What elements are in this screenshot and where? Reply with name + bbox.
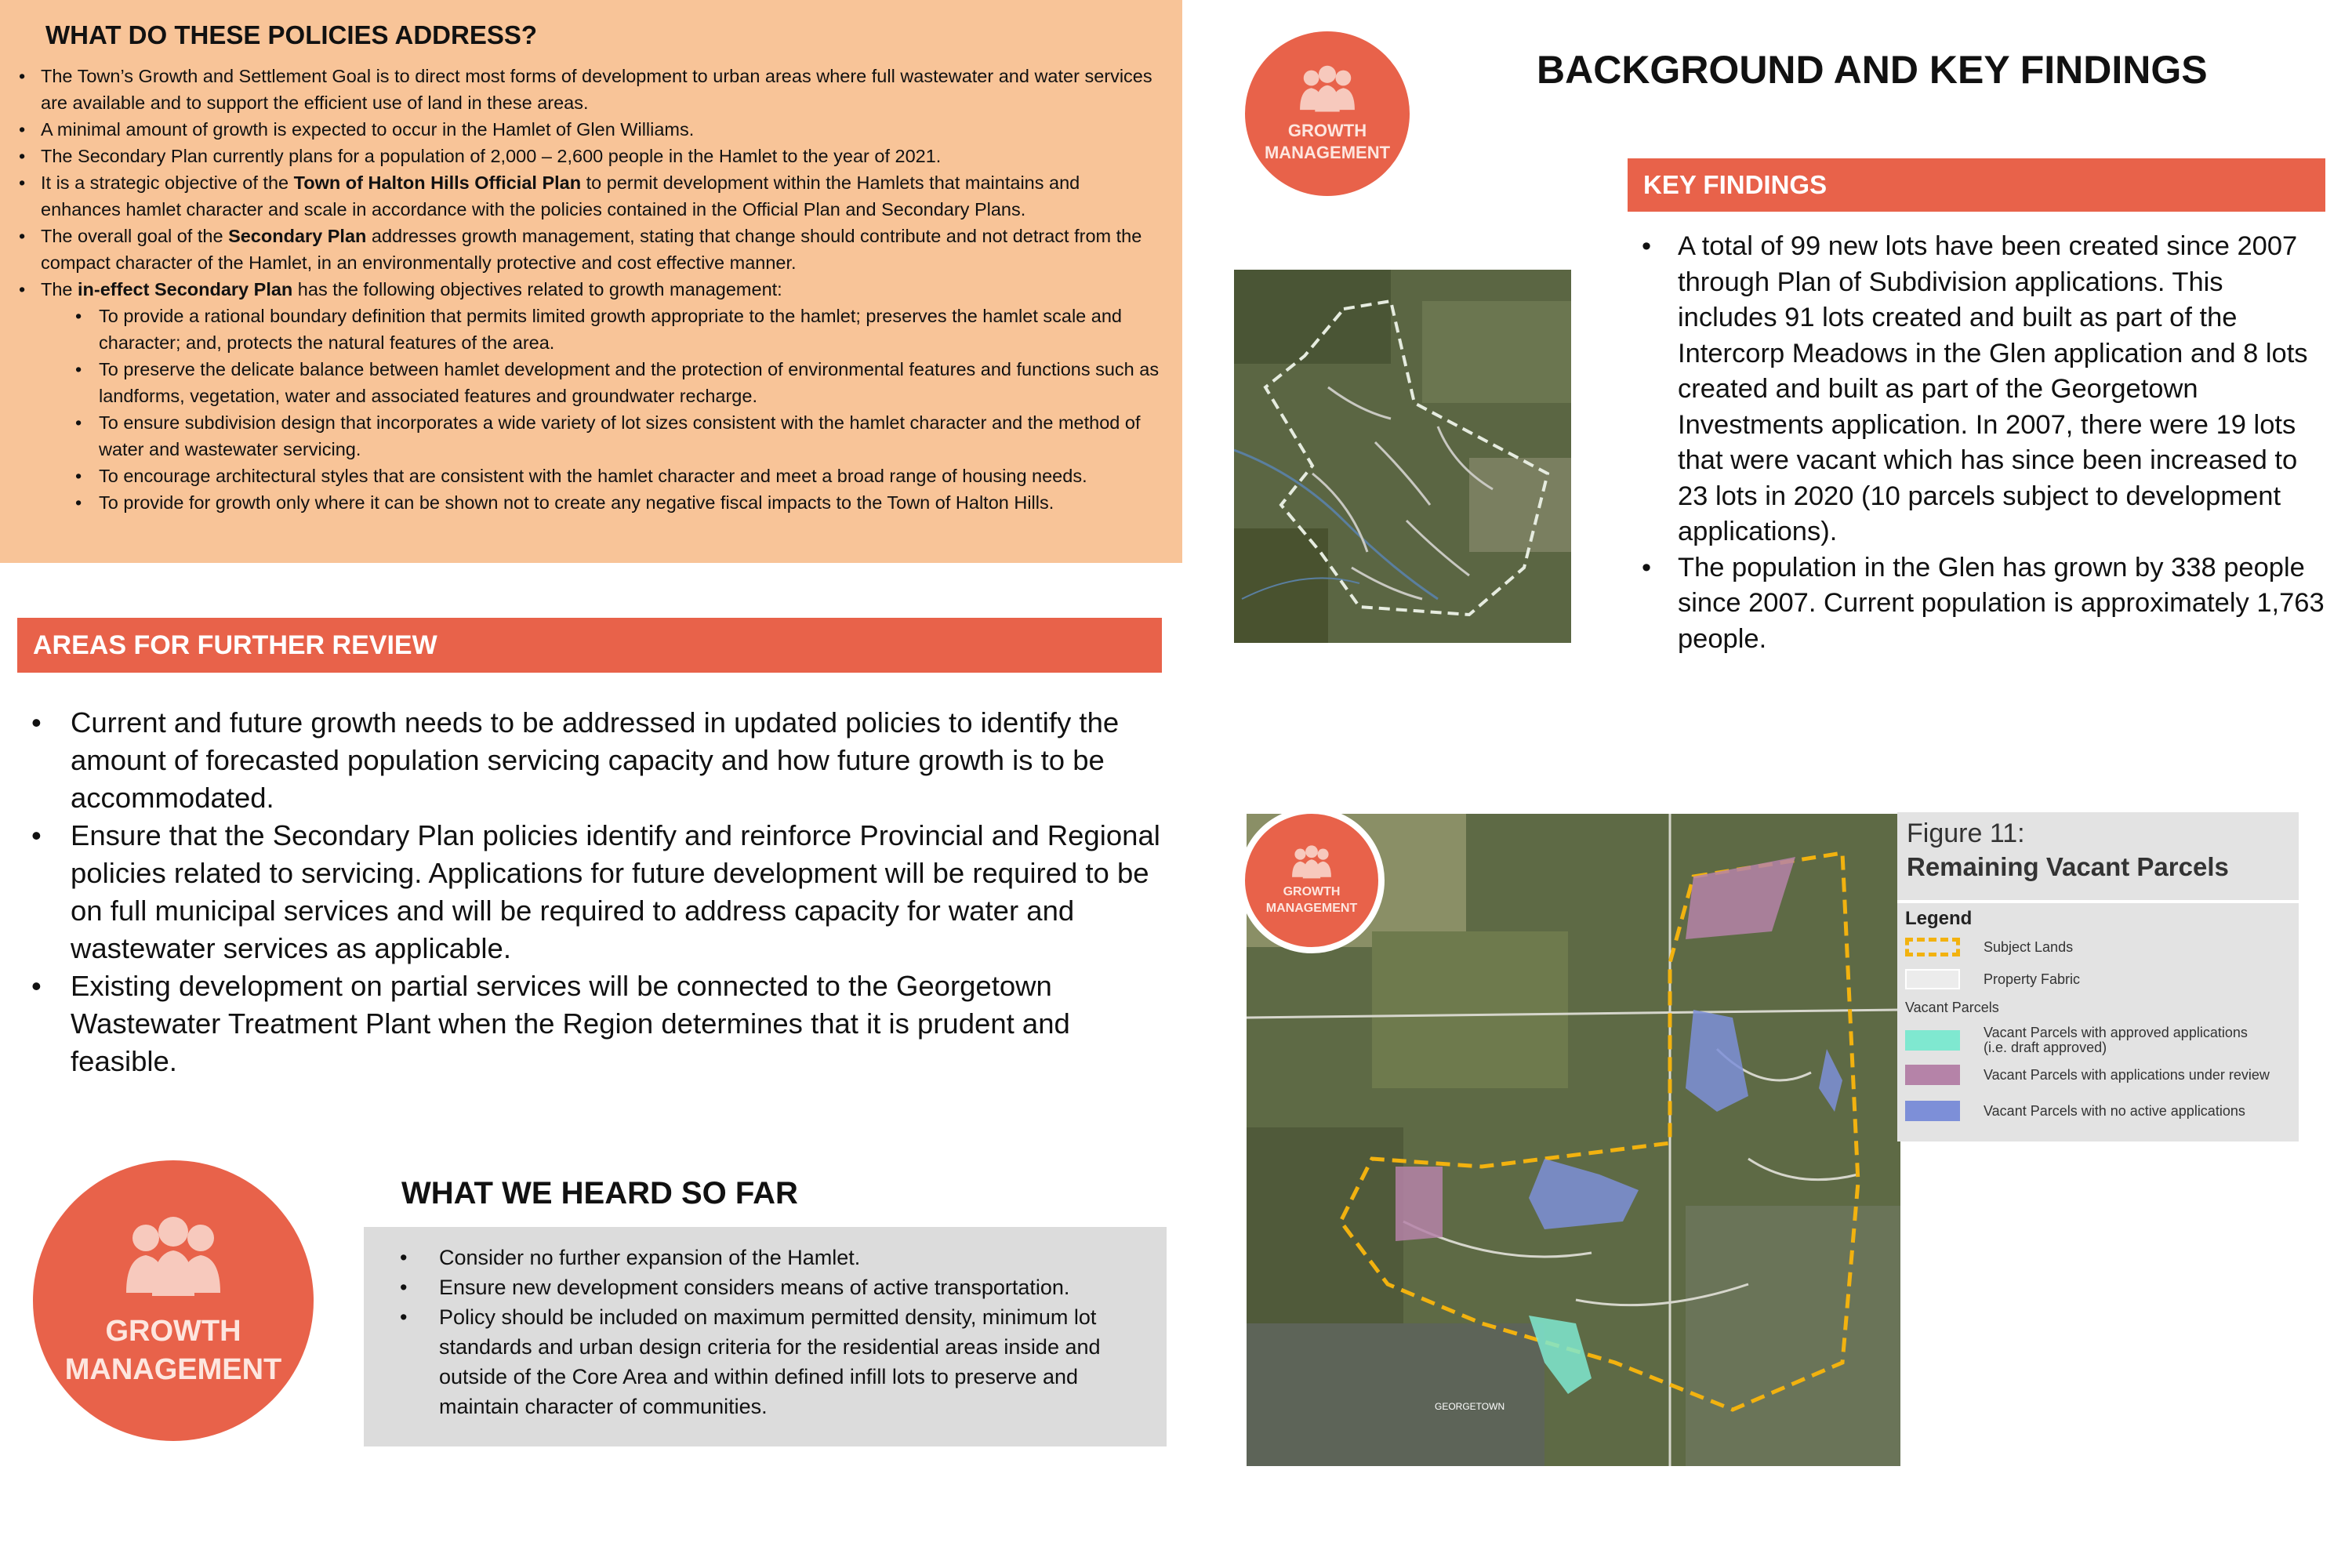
- legend-row-no-active: [1905, 1101, 2245, 1121]
- legend-label: Property Fabric: [1984, 971, 2081, 987]
- legend-title: Legend: [1905, 908, 1973, 929]
- legend-label-group: [1984, 1025, 2248, 1055]
- key-findings-list: [1635, 229, 2325, 657]
- badge-line1: GROWTH: [1283, 885, 1341, 898]
- badge-line1: GROWTH: [105, 1315, 241, 1348]
- areas-header: [17, 618, 1162, 673]
- badge-line2: MANAGEMENT: [64, 1353, 282, 1386]
- areas-item: • Current and future growth needs to be addressed in updated policies to identify the amount of forecasted population servicing capacity and how future growth is to be accommodated.: [31, 704, 1160, 817]
- policy-item: [19, 223, 1163, 276]
- growth-management-badge: [33, 1160, 314, 1441]
- legend-swatch: [1905, 938, 1960, 956]
- policy-item: • The Secondary Plan currently plans for a population of 2,000 – 2,600 people in the Hamlet to the year of 2021.: [19, 143, 1163, 169]
- legend-row-property-fabric: [1905, 969, 2080, 989]
- legend-row-under-review: [1905, 1065, 2270, 1085]
- badge-line2: MANAGEMENT: [1264, 143, 1391, 162]
- areas-title: AREAS FOR FURTHER REVIEW: [33, 630, 437, 660]
- legend-row-approved: [1905, 1025, 2248, 1055]
- legend-label: (i.e. draft approved): [1984, 1040, 2107, 1055]
- areas-item: • Existing development on partial services will be connected to the Georgetown Wastewater Treatment Plant when the Region determines that it is prudent and feasible.: [31, 967, 1160, 1080]
- badge-line1: GROWTH: [1287, 121, 1367, 140]
- people-group-icon: [1298, 64, 1357, 114]
- policy-text: addresses growth management, stating that change should contribute and not detract from the compact character of the Hamlet, in an environmentally protective and cost effective manner.: [41, 226, 1142, 273]
- policies-title: WHAT DO THESE POLICIES ADDRESS?: [45, 20, 538, 49]
- heard-item: • Consider no further expansion of the Hamlet.: [400, 1243, 1135, 1272]
- legend-label: Vacant Parcels with applications under review: [1984, 1066, 2270, 1083]
- heard-title: WHAT WE HEARD SO FAR: [401, 1176, 798, 1210]
- key-findings-header: [1628, 158, 2325, 212]
- policy-text: The overall goal of the: [41, 226, 229, 246]
- people-group-icon: [1290, 844, 1333, 880]
- legend-row-subject-lands: [1905, 938, 2073, 956]
- heard-item: • Ensure new development considers means of active transportation.: [400, 1272, 1135, 1302]
- legend-label: Vacant Parcels with approved applications: [1984, 1025, 2248, 1040]
- growth-management-badge-figure: [1239, 808, 1385, 953]
- figure-number: Figure 11:: [1907, 818, 2025, 848]
- aerial-map-graphic: [1234, 270, 1571, 643]
- policy-emphasis: Town of Halton Hills Official Plan: [293, 172, 582, 193]
- objective-item: • To provide for growth only where it can be shown not to create any negative fiscal impacts to the Town of Halton Hills.: [19, 489, 1163, 516]
- policy-text: It is a strategic objective of the: [41, 172, 294, 193]
- growth-management-badge-small: [1245, 31, 1410, 196]
- policies-panel: [0, 0, 1182, 563]
- policy-item: • A minimal amount of growth is expected to occur in the Hamlet of Glen Williams.: [19, 116, 1163, 143]
- objective-item: • To encourage architectural styles that are consistent with the hamlet character and meet a broad range of housing needs.: [19, 463, 1163, 489]
- key-findings-title: KEY FINDINGS: [1643, 170, 1828, 199]
- objective-item: • To preserve the delicate balance between hamlet development and the protection of environmental features and functions such as landforms, vegetation, water and associated features and groundwater recharge.: [19, 356, 1163, 409]
- legend-swatch: [1905, 969, 1960, 989]
- map-label: GEORGETOWN: [1435, 1401, 1505, 1412]
- legend-group-label: Vacant Parcels: [1905, 1000, 1999, 1015]
- key-finding-item: • A total of 99 new lots have been created since 2007 through Plan of Subdivision applications. This includes 91 lots created and built as part of the Intercorp Meadows in the Glen application and 8 lots created and built as part of the Georgetown Investments application. In 2007, there were 19 lots that were vacant which has since been increased to 23 lots in 2020 (10 parcels subject to development applications).: [1635, 229, 2325, 550]
- legend-swatch: [1905, 1065, 1960, 1085]
- policy-item: [19, 169, 1163, 223]
- policy-item: • The Town’s Growth and Settlement Goal is to direct most forms of development to urban areas where full wastewater and water services are available and to support the efficient use of land in these areas.: [19, 63, 1163, 116]
- key-finding-item: • The population in the Glen has grown by 338 people since 2007. Current population is approximately 1,763 people.: [1635, 550, 2325, 658]
- legend-swatch: [1905, 1101, 1960, 1121]
- areas-item: • Ensure that the Secondary Plan policies identify and reinforce Provincial and Regional policies related to servicing. Applications for future development will be required to be on full municipal services and will be required to address capacity for water and wastewater services as applicable.: [31, 817, 1160, 967]
- policies-list: [19, 63, 1163, 516]
- figure-title: Remaining Vacant Parcels: [1907, 852, 2229, 881]
- policy-emphasis: in-effect Secondary Plan: [78, 279, 293, 299]
- figure-header: [1897, 812, 2299, 903]
- policy-text: The: [41, 279, 78, 299]
- objective-item: • To ensure subdivision design that incorporates a wide variety of lot sizes consistent with the hamlet character and the method of water and wastewater servicing.: [19, 409, 1163, 463]
- policy-emphasis: Secondary Plan: [228, 226, 367, 246]
- heard-panel: [364, 1227, 1167, 1446]
- background-title: BACKGROUND AND KEY FINDINGS: [1537, 48, 2208, 92]
- legend-label: Subject Lands: [1984, 938, 2074, 955]
- people-group-icon: [122, 1214, 224, 1301]
- policy-item: [19, 276, 1163, 303]
- policy-text: has the following objectives related to growth management:: [292, 279, 782, 299]
- legend-label: Vacant Parcels with no active applications: [1984, 1102, 2245, 1119]
- areas-list: [31, 704, 1160, 1080]
- aerial-map: [1234, 270, 1571, 643]
- policy-text: to permit development within the Hamlets that maintains and enhances hamlet character and scale in accordance with the policies contained in the Official Plan and Secondary Plans.: [41, 172, 1080, 220]
- heard-item: • Policy should be included on maximum permitted density, minimum lot standards and urban design criteria for the residential areas inside and outside of the Core Area and within defined infill lots to preserve and maintain character of communities.: [400, 1302, 1135, 1421]
- heard-list: [400, 1243, 1135, 1421]
- figure-legend: [1897, 812, 2299, 1142]
- legend-swatch: [1905, 1030, 1960, 1051]
- badge-line2: MANAGEMENT: [1265, 902, 1358, 915]
- objective-item: • To provide a rational boundary definition that permits limited growth appropriate to the hamlet; preserves the hamlet scale and character; and, protects the natural features of the area.: [19, 303, 1163, 356]
